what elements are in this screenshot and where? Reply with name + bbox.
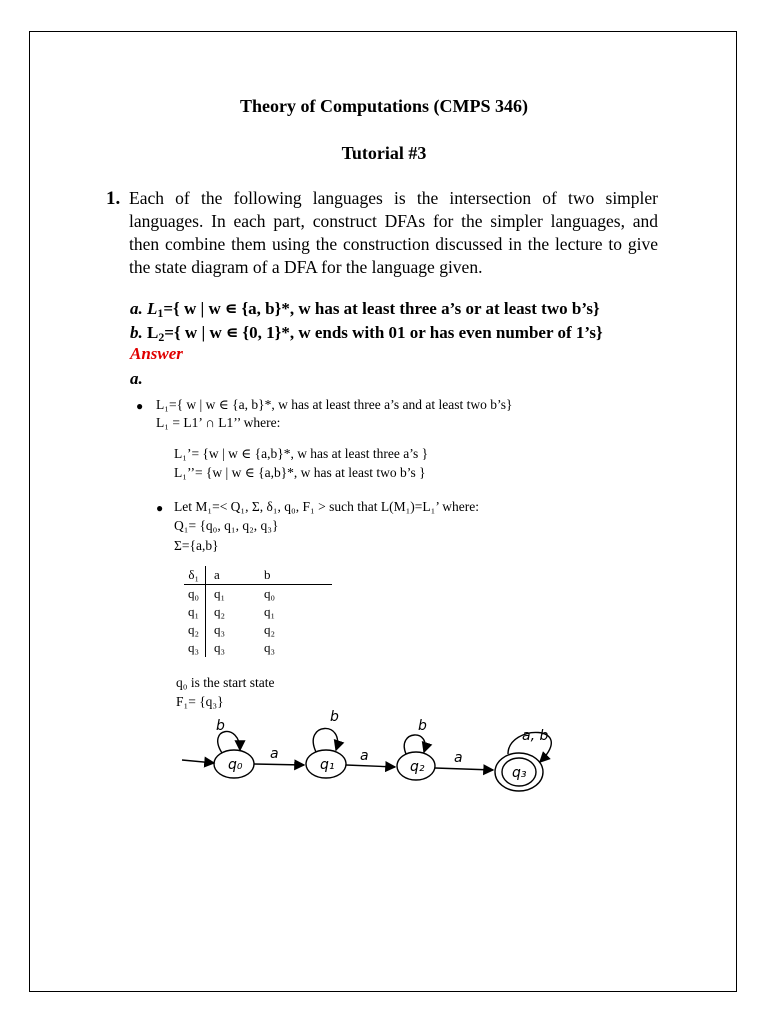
question-line-1: Each of the following languages is the intersection of two simpler (129, 188, 658, 208)
table-row (184, 639, 332, 657)
table-row (184, 621, 332, 639)
table-cell: q₂ (264, 622, 276, 637)
part-a-sub: 1 (157, 306, 164, 320)
edge-label: a (360, 748, 369, 764)
state-label: q₂ (410, 759, 425, 775)
loop-label: b (418, 718, 427, 734)
bullet1-line2: L₁ = L1’ ∩ L1’’ where: (156, 415, 281, 430)
dfa-state-diagram (170, 708, 590, 798)
part-b-sub: 2 (158, 330, 165, 344)
bullet1-line4: L₁’’= {w | w ∈ {a,b}*, w has at least two b’s } (174, 465, 426, 480)
bullet1-line3: L₁’= {w | w ∈ {a,b}*, w has at least three a’s } (174, 446, 429, 461)
edge-label: a (454, 750, 463, 766)
bullet2-line2: Q₁= {q₀, q₁, q₂, q₃} (174, 518, 279, 533)
edge-q1-q2 (346, 765, 395, 767)
table-cell: q₃ (184, 639, 206, 657)
transition-table (184, 566, 332, 657)
part-a-text: ={ w | w ∊ {a, b}*, w has at least three a’s or at least two b’s} (163, 299, 600, 318)
loop-label: a, b (522, 728, 549, 744)
bullet-icon: ● (136, 399, 144, 413)
table-cell: q₃ (264, 640, 276, 655)
part-a (130, 299, 600, 319)
bullet2-line3: Σ={a,b} (174, 538, 219, 553)
table-cell: q₁ (214, 586, 226, 601)
start-state-text: q₀ is the start state (176, 675, 275, 690)
edge-q2-q3 (435, 768, 493, 770)
table-cell: q₂ (214, 604, 226, 619)
state-label: q₃ (512, 765, 527, 781)
question-number: 1. (106, 188, 121, 209)
table-cell: q₂ (184, 621, 206, 639)
table-row (184, 603, 332, 621)
part-b-text: ={ w | w ∊ {0, 1}*, w ends with 01 or has even number of 1’s} (164, 323, 603, 342)
table-cell: q₁ (184, 603, 206, 621)
table-header-cell: δ₁ (184, 566, 206, 585)
part-a-lhs: L (147, 299, 158, 318)
loop-q1 (313, 728, 337, 752)
answer-label: Answer (130, 344, 183, 363)
loop-label: b (216, 718, 225, 734)
edge-label: a (270, 746, 279, 762)
question-line-3: then combine them using the construction discussed in the lecture to give (129, 234, 658, 254)
table-cell: q₀ (184, 585, 206, 604)
part-b-lhs: L (147, 323, 159, 342)
start-arrow (182, 760, 214, 763)
state-label: q₁ (320, 757, 335, 773)
table-header-cell: b (250, 566, 332, 585)
table-row (184, 585, 332, 604)
table-cell: q₃ (214, 622, 226, 637)
table-header-cell: a (206, 566, 251, 585)
document-title: Theory of Computations (CMPS 346) (240, 96, 528, 116)
answer-part-a (130, 369, 143, 389)
loop-label: b (330, 709, 339, 725)
question-line-2: languages. In each part, construct DFAs for the simpler languages, and (129, 211, 658, 231)
question-line-4: the state diagram of a DFA for the language given. (129, 257, 483, 277)
table-cell: q₀ (264, 586, 276, 601)
part-b-label: b. (130, 323, 143, 342)
part-a-label: a. (130, 299, 143, 318)
answer-part-a-label: a. (130, 369, 143, 388)
state-label: q₀ (228, 757, 243, 773)
table-cell: q₁ (264, 604, 276, 619)
final-states-text: F₁= {q₃} (176, 694, 224, 709)
tutorial-heading: Tutorial #3 (341, 143, 427, 163)
table-header-row (184, 566, 332, 585)
bullet1-line1: L₁={ w | w ∈ {a, b}*, w has at least three a’s and at least two b’s} (156, 397, 513, 412)
table-cell: q₃ (214, 640, 226, 655)
edge-q0-q1 (254, 764, 304, 765)
loop-q2 (404, 735, 425, 754)
bullet-icon: ● (156, 501, 164, 515)
bullet2-line1: Let M₁=< Q₁, Σ, δ₁, q₀, F₁ > such that L(M₁)=L₁’ where: (174, 499, 479, 514)
part-b (130, 323, 603, 343)
